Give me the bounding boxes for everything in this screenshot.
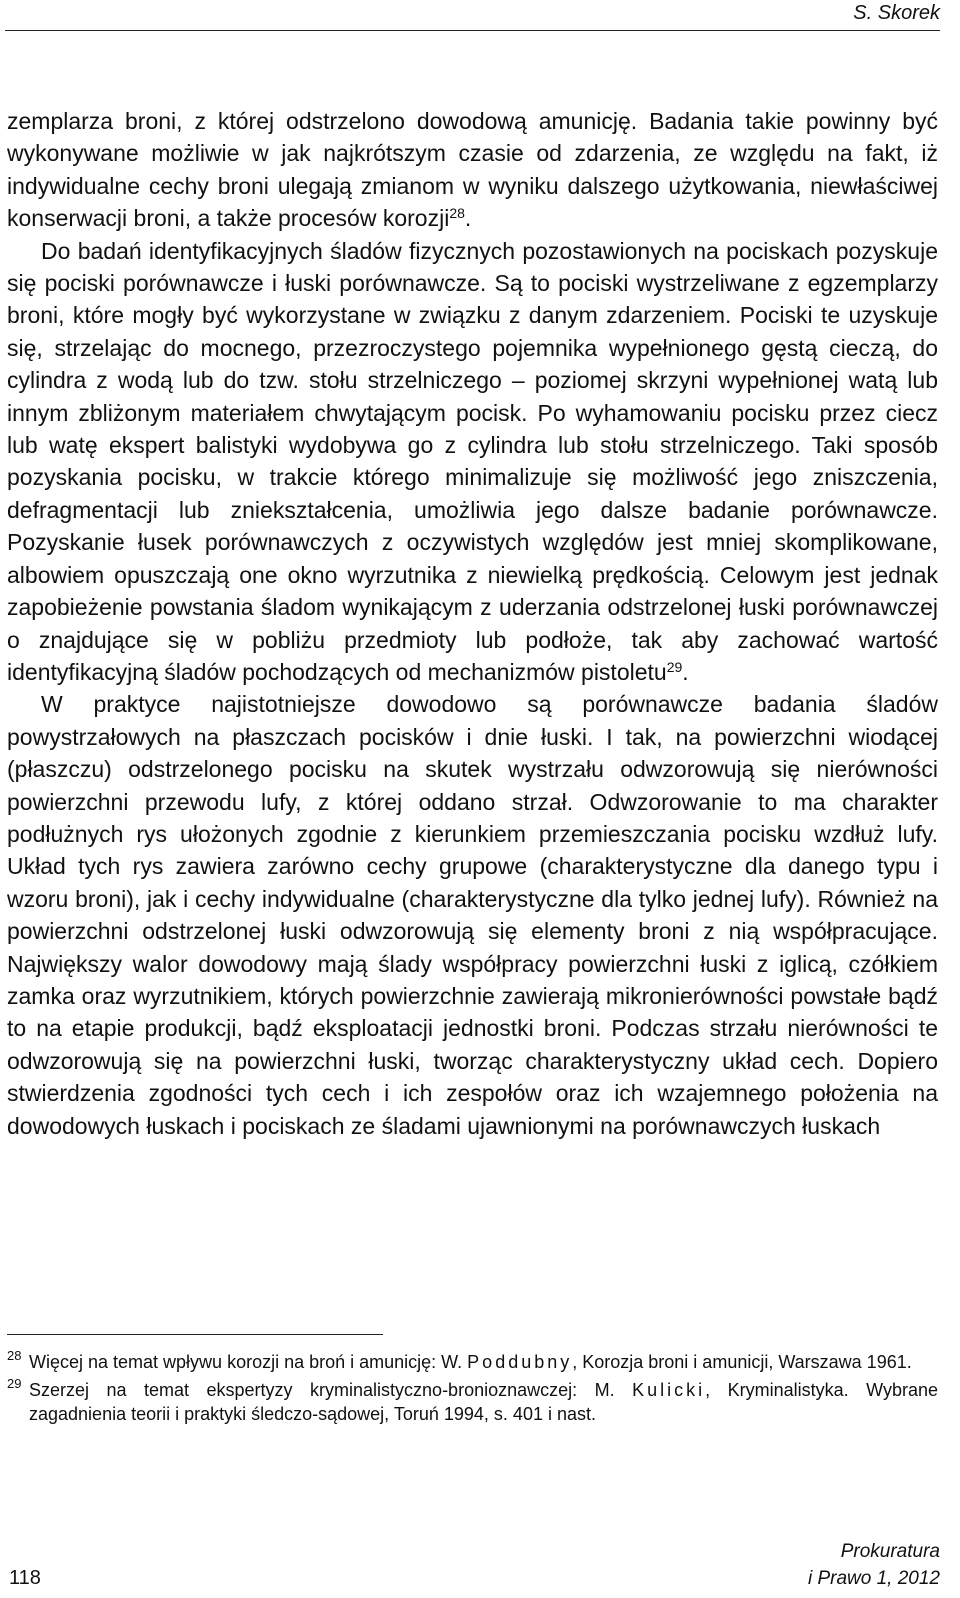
footnote-text: , Korozja broni i amunicji, Warszawa 1961. [572, 1352, 912, 1372]
footnote [7, 1350, 938, 1374]
header-divider [5, 30, 940, 31]
paragraph [7, 235, 938, 689]
paragraph-text: zemplarza broni, z której odstrzelono dowodową amunicję. Badania takie powinny być wykonywane możliwie w jak najkrótszym czasie od zdarzenia, ze względu na fakt, iż indywidualne cechy broni ulegają zmianom w wyniku dalszego użytkowania, niewłaściwej konserwacji broni, a także procesów korozji [7, 108, 938, 232]
footnote-number: 29 [7, 1376, 22, 1391]
paragraph-text: Do badań identyfikacyjnych śladów fizycznych pozostawionych na pociskach pozyskuje się pociski porównawcze i łuski porównawcze. Są to pociski wystrzeliwane z egzemplarzy broni, które mogły być wykorzystane w związku z danym zdarzeniem. Pociski te uzyskuje się, strzelając do mocnego, przezroczystego pojemnika wypełnionego gęstą cieczą, do cylindra z wodą lub do tzw. stołu strzelniczego – poziomej skrzyni wypełnionej watą lub innym zbliżonym materiałem chwytającym pocisk. Po wyhamowaniu pocisku przez ciecz lub watę ekspert balistyki wydobywa go z cylindra lub stołu strzelniczego. Taki sposób pozyskania pocisku, w trakcie którego minimalizuje się możliwość jego zniszczenia, defragmentacji lub zniekształcenia, umożliwia jego dalsze badanie porównawcze. Pozyskanie łusek porównawczych z oczywistych względów jest mniej skomplikowane, albowiem opuszczają one okno wyrzutnika z niewielką prędkością. Celowym jest jednak zapobieżenie powstania śladom wynikającym z uderzania odstrzelonej łuski porównawczej o znajdujące się w pobliżu przedmioty lub podłoże, tak aby zachować wartość identyfikacyjną śladów pochodzących od mechanizmów pistoletu [7, 237, 938, 685]
journal-name [808, 1538, 940, 1592]
footnotes [7, 1350, 938, 1430]
footnote-text: , Kryminalistyka. Wybrane zagadnienia teorii i praktyki śledczo-sądowej, Toruń 1994, s. 401 i nast. [29, 1380, 938, 1424]
journal-title: Prokuratura [840, 1541, 940, 1562]
footnote-author: Poddubny [467, 1352, 573, 1372]
body-text [7, 105, 938, 1142]
paragraph [7, 688, 938, 1142]
footnote-reference[interactable]: 29 [666, 658, 683, 675]
footnote-reference[interactable]: 28 [449, 205, 465, 222]
footnote-text: Szerzej na temat ekspertyzy kryminalistyczno-bronioznawczej: M. [29, 1380, 633, 1400]
paragraph-text: W praktyce najistotniejsze dowodowo są porównawcze badania śladów powystrzałowych na płaszczach pocisków i dnie łuski. I tak, na powierzchni wiodącej (płaszczu) odstrzelonego pocisku na skutek wystrzału odwzorowują się nierówności powierzchni przewodu lufy, z której oddano strzał. Odwzorowanie to ma charakter podłużnych rys ułożonych zgodnie z kierunkiem przemieszczania pocisku wzdłuż lufy. Układ tych rys zawiera zarówno cechy grupowe (charakterystyczne dla danego typu i wzoru broni), jak i cechy indywidualne (charakterystyczne dla tylko jednej lufy). Również na powierzchni odstrzelonej łuski odwzorowują się elementy broni z nią współpracujące. Największy walor dowodowy mają ślady współpracy powierzchni łuski z iglicą, czółkiem zamka oraz wyrzutnikiem, których powierzchnie zawierają mikronierówności powstałe bądź to na etapie produkcji, bądź eksploatacji jednostki broni. Podczas strzału nierówności te odwzorowują się na powierzchni łuski, tworząc charakterystyczny układ cech. Dopiero stwierdzenia zgodności tych cech i ich zespołów oraz ich wzajemnego położenia na dowodowych łuskach i pociskach ze śladami ujawnionymi na porównawczych łuskach [7, 691, 938, 1139]
header-author: S. Skorek [853, 2, 940, 24]
journal-issue: i Prawo 1, 2012 [807, 1568, 940, 1589]
footnote-divider [7, 1334, 383, 1335]
footnote [7, 1378, 938, 1426]
paragraph-text: . [682, 658, 689, 685]
footnote-text: Więcej na temat wpływu korozji na broń i amunicję: W. [29, 1352, 468, 1372]
footnote-number: 28 [7, 1348, 22, 1363]
page-number: 118 [9, 1567, 41, 1589]
running-header [0, 0, 960, 32]
footnote-author: Kulicki [632, 1380, 706, 1400]
paragraph-text: . [464, 205, 472, 232]
paragraph [7, 105, 938, 235]
